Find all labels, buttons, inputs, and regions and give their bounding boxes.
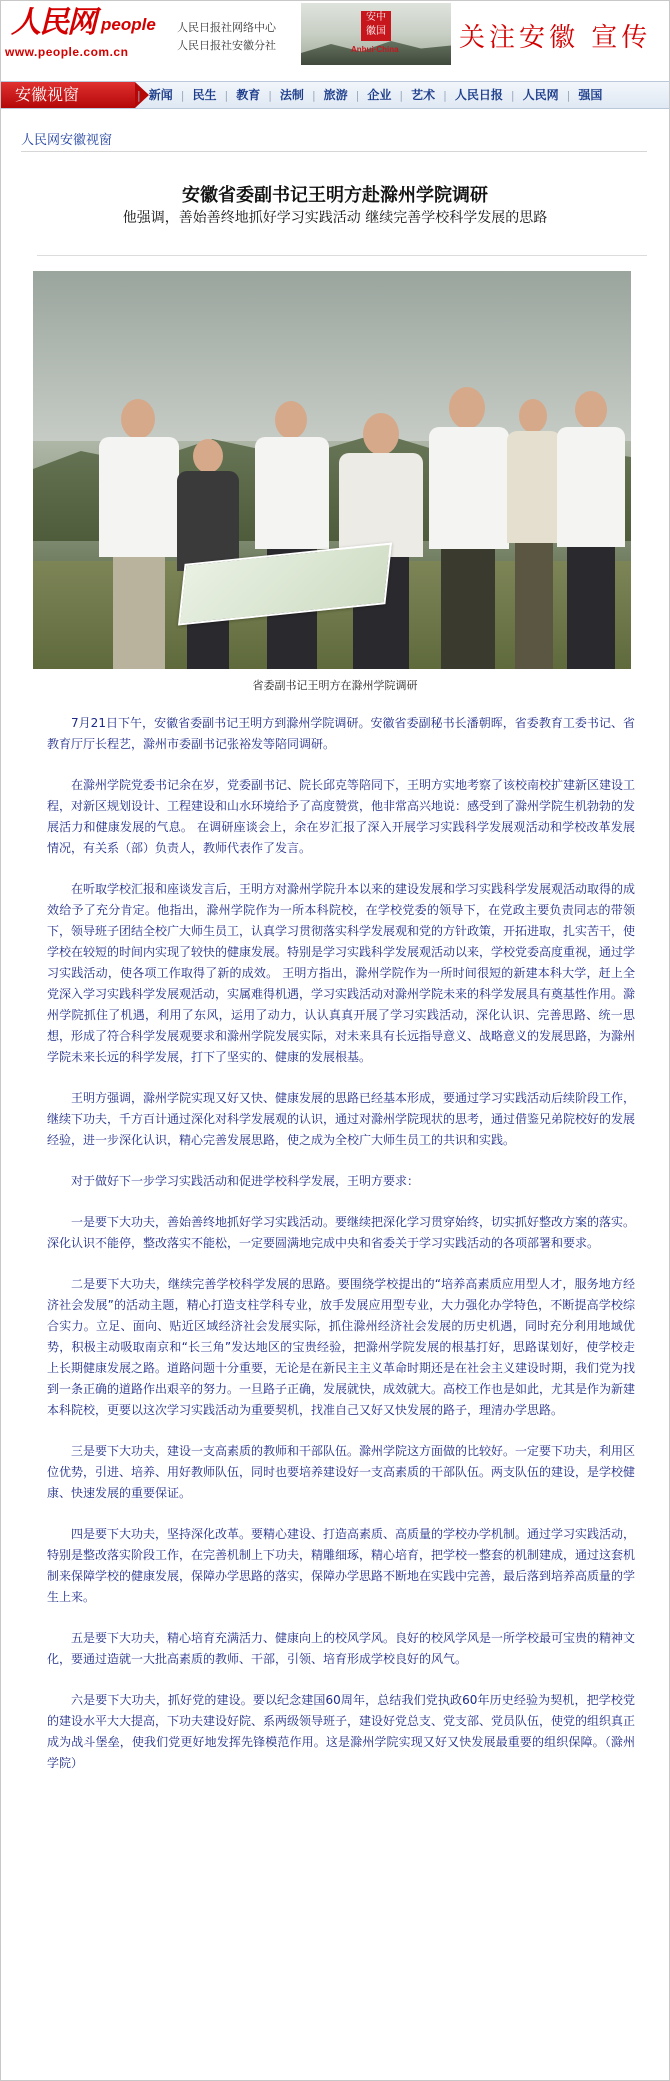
divider: [37, 255, 647, 256]
seal-caption: Anhui·China: [351, 45, 399, 54]
nav-link-education[interactable]: 教育: [236, 88, 261, 102]
article-paragraph: 二是要下大功夫，继续完善学校科学发展的思路。要围绕学校提出的“培养高素质应用型人才，服务地方经济社会发展”的活动主题，精心打造支柱学科专业，放手发展应用型专业，大力强化办学特色，不断提高学校综合实力。立足、面向、贴近区域经济社会发展实际，抓住滁州经济社会发展的历史机遇，同时充分利用地域优势，积极主动吸取南京和“长三角”发达地区的宝贵经验，把滁州学院发展的根基打好，思路谋划好，使学校走上长期健康发展之路。道路问题十分重要，无论是在新民主主义革命时期还是在社会主义建设时期，我们党为找到一条正确的道路作出艰辛的努力。一旦路子正确，发展就快，成效就大。高校工作也是如此，尤其是作为新建本科院校，更要以这次学习实践活动为重要契机，找准自己又好又快发展的路子，理清办学思路。: [47, 1277, 636, 1417]
seal-text-line: 徽国: [366, 26, 386, 37]
logo-chinese: 人民网: [11, 5, 95, 40]
article-paragraph: 三是要下大功夫，建设一支高素质的教师和干部队伍。滁州学院这方面做的比较好。一定要下功夫，利用区位优势，引进、培养、用好教师队伍，同时也要培养建设好一支高素质的干部队伍。两支队伍的建设，是学校健康、快速发展的重要保证。: [47, 1444, 636, 1500]
photo-person: [251, 401, 333, 669]
article-paragraph: 对于做好下一步学习实践活动和促进学校科学发展，王明方要求：: [71, 1174, 420, 1188]
header-banner[interactable]: [301, 3, 669, 65]
site-header: [1, 1, 669, 67]
article-paragraph: 在听取学校汇报和座谈发言后，王明方对滁州学院升本以来的建设发展和学习实践科学发展观活动取得的成效给予了充分肯定。他指出，滁州学院作为一所本科院校，在学校党委的领导下，在党政主要负责同志的带领下，领导班子团结全校广大师生员工，认真学习贯彻落实科学发展观和党的方针政策，开拓进取，扎实苦干，使学校在较短的时间内实现了较快的健康发展。特别是学习实践科学发展观活动以来，学校党委高度重视，通过学习实践活动，使各项工作取得了新的成效。 王明方指出，滁州学院作为一所时间很短的新建本科大学，赶上全党深入学习实践科学发展观活动，实属难得机遇，学习实践活动对滁州学院未来的科学发展具有奠基性作用。滁州学院抓住了机遇，利用了东风，运用了动力，认认真真开展了学习实践活动，深化认识、完善思路、统一思想，形成了符合科学发展观要求和滁州学院发展实际，对未来具有长远指导意义、战略意义的发展思路，为滁州学院未来长远的科学发展，打下了坚实的、健康的发展根基。: [47, 882, 636, 1064]
photo-caption: 省委副书记王明方在滁州学院调研: [252, 679, 418, 692]
photo-person: [93, 399, 183, 669]
nav-link-qiangguo[interactable]: 强国: [578, 88, 603, 102]
photo-person: [423, 387, 513, 669]
article-paragraph: 五是要下大功夫，精心培育充满活力、健康向上的校风学风。良好的校风学风是一所学校最可宝贵的精神文化，要通过造就一大批高素质的教师、干部，引领、培育形成学校良好的风气。: [47, 1631, 636, 1666]
banner-slogan: 关注安徽 宣传: [459, 23, 652, 53]
nav-link-people-net[interactable]: 人民网: [522, 88, 559, 102]
nav-link-news[interactable]: 新闻: [148, 88, 173, 102]
article-paragraph: 四是要下大功夫，坚持深化改革。要精心建设、打造高素质、高质量的学校办学机制。通过学习实践活动，特别是整改落实阶段工作，在完善机制上下功夫，精雕细琢，精心培育，把学校一整套的机制建成，通过这套机制来保障学校的健康发展，保障办学思路的落实，保障办学思路不断地在实践中完善，最后落到培养高质量的学生上来。: [47, 1527, 636, 1604]
org-line: 人民日报社网络中心: [177, 21, 276, 34]
nav-link-enterprise[interactable]: 企业: [367, 88, 392, 102]
article-paragraph: 王明方强调，滁州学院实现又好又快、健康发展的思路已经基本形成，要通过学习实践活动后续阶段工作，继续下功夫，千方百计通过深化对科学发展观的认识，通过对滁州学院现状的思考，通过借鉴兄弟院校好的发展经验，进一步深化认识，精心完善发展思路，使之成为全校广大师生员工的共识和实践。: [47, 1091, 636, 1147]
channel-title[interactable]: 安徽视窗: [1, 82, 135, 108]
nav-link-livelihood[interactable]: 民生: [192, 88, 217, 102]
anhui-china-seal: [361, 11, 391, 41]
article-paragraph: 在滁州学院党委书记余在岁，党委副书记、院长邱克等陪同下，王明方实地考察了该校南校扩建新区建设工程，对新区规划设计、工程建设和山水环境给予了高度赞赏，他非常高兴地说：感受到了滁州学院生机勃勃的发展活力和健康发展的气息。 在调研座谈会上，余在岁汇报了深入开展学习实践科学发展观活动和学校改革发展情况，有关系（部）负责人，教师代表作了发言。: [47, 778, 636, 855]
nav-link-peoples-daily[interactable]: 人民日报: [454, 88, 503, 102]
article-photo: [33, 271, 631, 669]
article-title: 安徽省委副书记王明方赴滁州学院调研: [182, 185, 488, 206]
breadcrumb[interactable]: 人民网安徽视窗: [21, 133, 113, 148]
nav-link-art[interactable]: 艺术: [411, 88, 436, 102]
article-paragraph: 六是要下大功夫，抓好党的建设。要以纪念建国60周年，总结我们党执政60年历史经验为契机，把学校党的建设水平大大提高，下功夫建设好院、系两级领导班子，建设好党总支、党支部、党员队伍，使党的组织真正成为战斗堡垒，使我们党更好地发挥先锋模范作用。这是滁州学院实现又好又快发展最重要的组织保障。（滁州学院）: [47, 1693, 636, 1770]
photo-person: [553, 391, 629, 669]
channel-nav: [1, 81, 669, 109]
article-paragraph: 7月21日下午，安徽省委副书记王明方到滁州学院调研。安徽省委副秘书长潘朝晖，省委教育工委书记、省教育厅厅长程艺，滁州市委副书记张裕发等陪同调研。: [47, 716, 635, 751]
photo-person: [173, 439, 243, 669]
article-paragraph: 一是要下大功夫，善始善终地抓好学习实践活动。要继续把深化学习贯穿始终，切实抓好整改方案的落实。深化认识不能停，整改落实不能松，一定要圆满地完成中央和省委关于学习实践活动的各项部署和要求。: [47, 1215, 636, 1250]
nav-link-law[interactable]: 法制: [279, 88, 304, 102]
article-body: [47, 713, 635, 1794]
nav-links: | 新闻 | 民生 | 教育 | 法制 | 旅游 | 企业 | 艺术 | 人民日报 | 人民网 | 强国: [137, 82, 610, 108]
seal-text-line: 安中: [366, 12, 386, 23]
org-line: 人民日报社安徽分社: [177, 39, 276, 52]
people-logo[interactable]: [11, 5, 169, 49]
banner-landscape-image: [301, 3, 451, 65]
org-info: [177, 19, 276, 55]
article-subtitle: 他强调，善始善终地抓好学习实践活动 继续完善学校科学发展的思路: [122, 210, 548, 226]
divider: [21, 151, 647, 152]
nav-link-travel[interactable]: 旅游: [323, 88, 348, 102]
logo-english: people: [101, 15, 156, 34]
site-url[interactable]: www.people.com.cn: [5, 45, 129, 59]
photo-person: [333, 413, 429, 669]
